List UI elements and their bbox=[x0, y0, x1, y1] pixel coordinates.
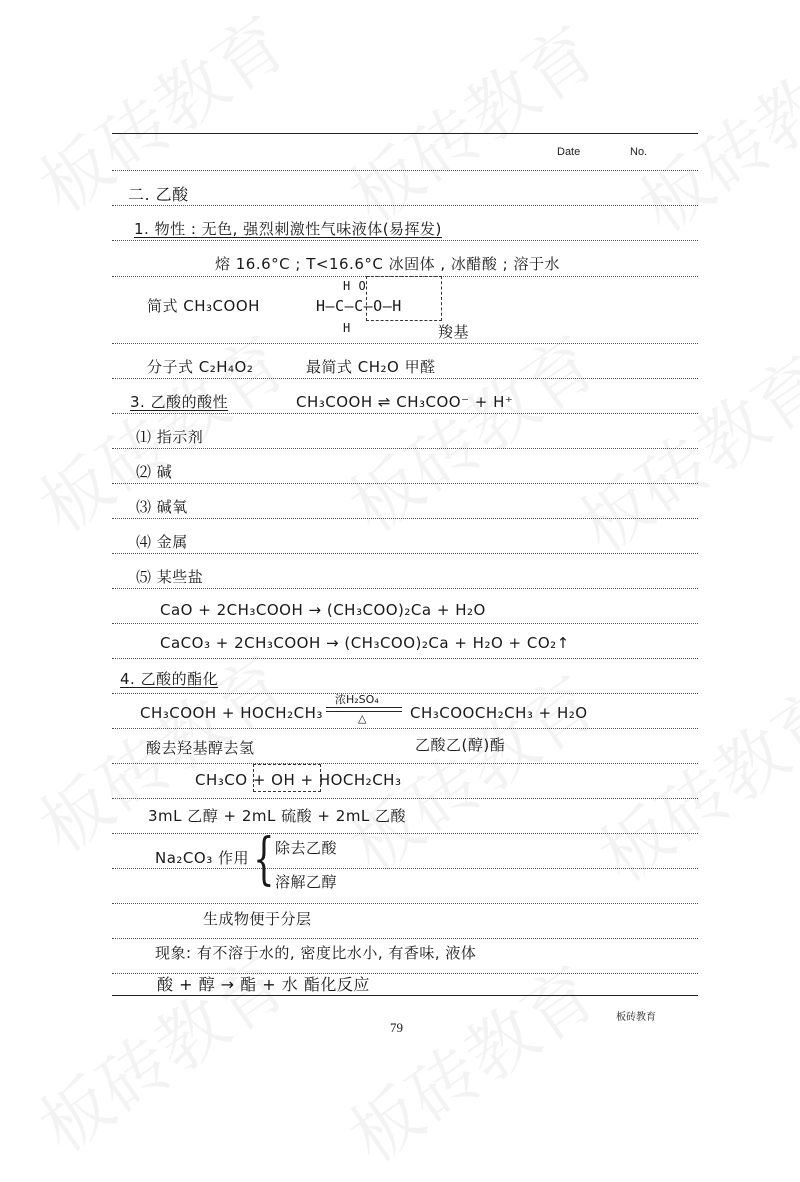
watermark bbox=[576, 659, 800, 902]
ruled-line bbox=[112, 868, 698, 869]
ruled-line bbox=[112, 973, 698, 974]
ruled-line bbox=[112, 205, 698, 206]
ruled-line bbox=[112, 658, 698, 659]
ruled-line bbox=[112, 378, 698, 379]
item-salt: ⑸ 某些盐 bbox=[136, 568, 204, 586]
ruled-line bbox=[112, 413, 698, 414]
phenomenon-note: 现象: 有不溶于水的, 密度比水小, 有香味, 液体 bbox=[155, 944, 477, 962]
watermark bbox=[326, 309, 613, 552]
ionization-equation: CH₃COOH ⇌ CH₃COO⁻ + H⁺ bbox=[296, 393, 514, 411]
molecular-formula: 分子式 C₂H₄O₂ bbox=[147, 358, 254, 376]
ruled-line bbox=[112, 763, 698, 764]
water-formation-box bbox=[253, 764, 321, 792]
role-remove-acid: 除去乙酸 bbox=[275, 839, 338, 857]
ruled-line bbox=[112, 798, 698, 799]
sodium-carbonate-role: Na₂CO₃ 作用 bbox=[155, 849, 249, 867]
bottom-rule bbox=[112, 995, 698, 996]
ruled-line bbox=[112, 728, 698, 729]
ruled-line bbox=[112, 623, 698, 624]
watermark bbox=[556, 329, 800, 572]
date-label: Date bbox=[557, 146, 581, 158]
carboxyl-group-label: 羧基 bbox=[438, 323, 470, 341]
role-dissolve-alcohol: 溶解乙醇 bbox=[275, 873, 338, 891]
ruled-line bbox=[112, 903, 698, 904]
esterification-products: CH₃COOCH₂CH₃ + H₂O bbox=[410, 704, 588, 722]
physical-properties: 1. 物性 : 无色, 强烈刺激性气味液体(易挥发) bbox=[134, 220, 442, 238]
structure-top-atoms: H O bbox=[343, 279, 367, 293]
watermark bbox=[16, 929, 303, 1172]
ruled-line bbox=[112, 518, 698, 519]
equation-cao: CaO + 2CH₃COOH → (CH₃COO)₂Ca + H₂O bbox=[160, 601, 486, 619]
header-top-rule bbox=[112, 133, 698, 134]
ruled-line bbox=[112, 448, 698, 449]
catalyst-label: 浓H₂SO₄ bbox=[335, 693, 379, 706]
item-base: ⑵ 碱 bbox=[136, 463, 173, 481]
ruled-line bbox=[112, 553, 698, 554]
melting-point-line: 熔 16.6°C ; T<16.6°C 冰固体 , 冰醋酸 ; 溶于水 bbox=[215, 255, 560, 273]
ruled-line bbox=[112, 588, 698, 589]
mechanism-split: CH₃CO + OH + HOCH₂CH₃ bbox=[195, 771, 402, 789]
esterification-heading: 4. 乙酸的酯化 bbox=[120, 670, 219, 688]
esterification-reactants: CH₃COOH + HOCH₂CH₃ bbox=[140, 704, 323, 722]
structural-formula-label: 简式 CH₃COOH bbox=[147, 297, 260, 315]
carboxyl-group-box bbox=[366, 276, 442, 321]
watermark bbox=[616, 9, 800, 252]
item-basic-oxide: ⑶ 碱氧 bbox=[136, 498, 188, 516]
ruled-line bbox=[112, 170, 698, 171]
brand-label: 板砖教育 bbox=[616, 1012, 656, 1023]
structure-main-chain: H—C—C—O—H bbox=[316, 297, 402, 315]
heat-symbol: △ bbox=[358, 712, 367, 725]
item-metal: ⑷ 金属 bbox=[136, 533, 188, 551]
no-label: No. bbox=[630, 146, 648, 158]
mechanism-rule: 酸去羟基醇去氢 bbox=[146, 739, 255, 757]
reaction-arrow bbox=[326, 707, 402, 708]
equation-caco3: CaCO₃ + 2CH₃COOH → (CH₃COO)₂Ca + H₂O + CO₂↑ bbox=[160, 634, 570, 652]
general-equation: 酸 + 醇 → 酯 + 水 酯化反应 bbox=[157, 975, 370, 994]
ester-name: 乙酸乙(醇)酯 bbox=[415, 736, 506, 754]
acidity-heading: 3. 乙酸的酸性 bbox=[130, 393, 229, 411]
brace: { bbox=[253, 827, 275, 892]
page-number: 79 bbox=[390, 1020, 403, 1035]
ruled-line bbox=[112, 938, 698, 939]
structure-bottom-atom: H bbox=[343, 321, 351, 335]
ruled-line bbox=[112, 240, 698, 241]
layering-note: 生成物便于分层 bbox=[203, 910, 312, 928]
reagent-amounts: 3mL 乙醇 + 2mL 硫酸 + 2mL 乙酸 bbox=[148, 807, 407, 825]
item-indicator: ⑴ 指示剂 bbox=[136, 428, 204, 446]
ruled-line bbox=[112, 483, 698, 484]
ruled-line bbox=[112, 693, 698, 694]
ruled-line bbox=[112, 833, 698, 834]
section-title: 二. 乙酸 bbox=[128, 185, 189, 204]
empirical-formula: 最简式 CH₂O 甲醛 bbox=[306, 358, 436, 376]
ruled-line bbox=[112, 343, 698, 344]
